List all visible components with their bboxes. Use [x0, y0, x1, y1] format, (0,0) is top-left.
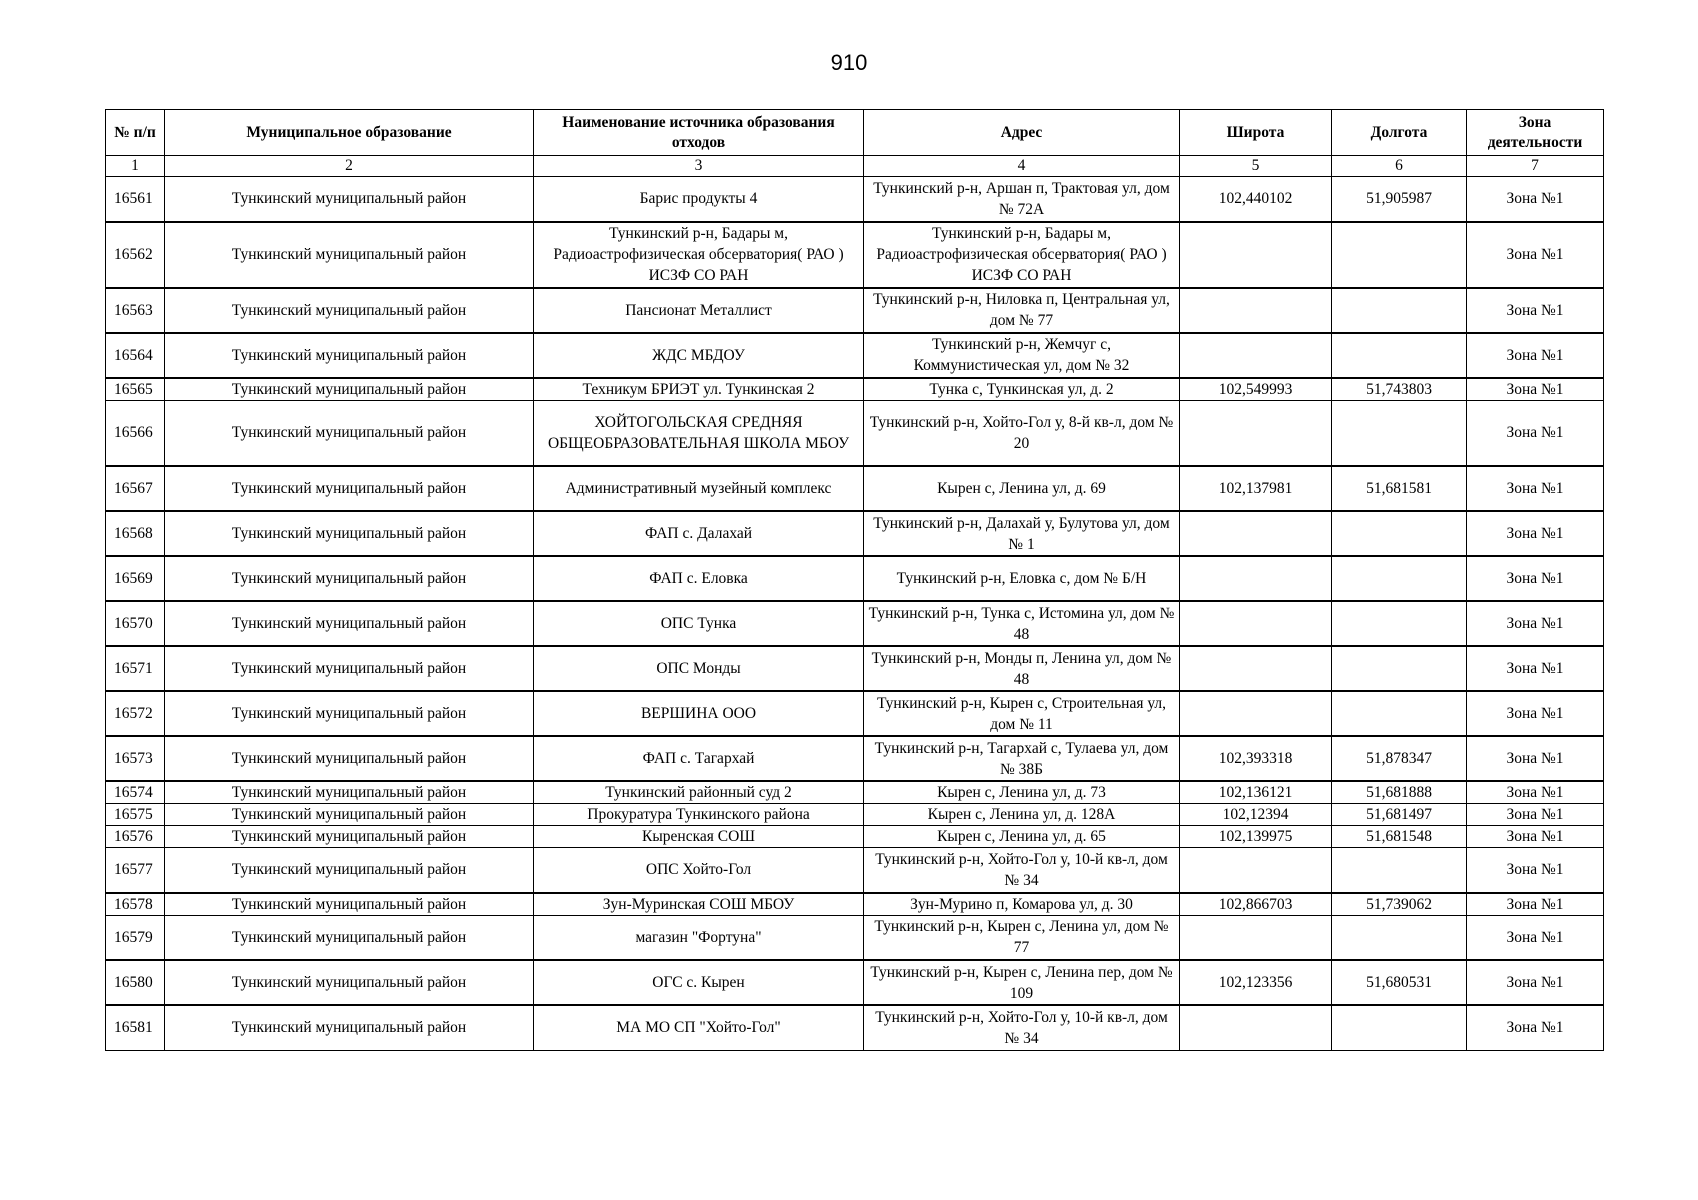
table-row	[106, 601, 1604, 646]
source-name-cell: Пансионат Металлист	[534, 288, 864, 333]
longitude-cell: 51,681497	[1332, 804, 1467, 826]
municipality-cell: Тункинский муниципальный район	[165, 556, 534, 601]
row-number-cell: 16573	[106, 736, 165, 781]
row-number-cell: 16574	[106, 781, 165, 804]
municipality-cell: Тункинский муниципальный район	[165, 646, 534, 691]
source-name-cell: Зун-Муринская СОШ МБОУ	[534, 893, 864, 916]
table-row	[106, 177, 1604, 222]
address-cell: Тункинский р-н, Еловка с, дом № Б/Н	[864, 556, 1180, 601]
source-name-cell: Административный музейный комплекс	[534, 466, 864, 511]
address-cell: Тункинский р-н, Кырен с, Ленина ул, дом № 77	[864, 915, 1180, 960]
zone-cell: Зона №1	[1467, 601, 1604, 646]
source-name-cell: магазин "Фортуна"	[534, 915, 864, 960]
longitude-cell: 51,878347	[1332, 736, 1467, 781]
latitude-cell: 102,393318	[1180, 736, 1332, 781]
longitude-cell	[1332, 848, 1467, 893]
municipality-cell: Тункинский муниципальный район	[165, 781, 534, 804]
source-name-cell: ОГС с. Кырен	[534, 960, 864, 1005]
header-cell: Зона деятельности	[1467, 110, 1604, 156]
longitude-cell	[1332, 646, 1467, 691]
address-cell: Тункинский р-н, Кырен с, Строительная ул, дом № 11	[864, 691, 1180, 736]
address-cell: Тункинский р-н, Кырен с, Ленина пер, дом № 109	[864, 960, 1180, 1005]
address-cell: Зун-Мурино п, Комарова ул, д. 30	[864, 893, 1180, 916]
latitude-cell: 102,123356	[1180, 960, 1332, 1005]
zone-cell: Зона №1	[1467, 736, 1604, 781]
longitude-cell	[1332, 1005, 1467, 1050]
latitude-cell	[1180, 691, 1332, 736]
table-row	[106, 893, 1604, 916]
source-name-cell: Барис продукты 4	[534, 177, 864, 222]
table-row	[106, 804, 1604, 826]
row-number-cell: 16567	[106, 466, 165, 511]
row-number-cell: 16562	[106, 222, 165, 288]
longitude-cell	[1332, 400, 1467, 466]
row-number-cell: 16569	[106, 556, 165, 601]
row-number-cell: 16579	[106, 915, 165, 960]
column-number: 3	[534, 156, 864, 177]
source-name-cell: ОПС Хойто-Гол	[534, 848, 864, 893]
zone-cell: Зона №1	[1467, 960, 1604, 1005]
column-number: 4	[864, 156, 1180, 177]
address-cell: Тункинский р-н, Монды п, Ленина ул, дом № 48	[864, 646, 1180, 691]
zone-cell: Зона №1	[1467, 915, 1604, 960]
address-cell: Кырен с, Ленина ул, д. 69	[864, 466, 1180, 511]
longitude-cell: 51,905987	[1332, 177, 1467, 222]
source-name-cell: МА МО СП "Хойто-Гол"	[534, 1005, 864, 1050]
municipality-cell: Тункинский муниципальный район	[165, 511, 534, 556]
municipality-cell: Тункинский муниципальный район	[165, 848, 534, 893]
table-row	[106, 511, 1604, 556]
column-number-row	[106, 156, 1604, 177]
zone-cell: Зона №1	[1467, 177, 1604, 222]
latitude-cell	[1180, 556, 1332, 601]
row-number-cell: 16575	[106, 804, 165, 826]
longitude-cell	[1332, 222, 1467, 288]
source-name-cell: ФАП с. Тагархай	[534, 736, 864, 781]
latitude-cell: 102,549993	[1180, 378, 1332, 401]
address-cell: Тунка с, Тункинская ул, д. 2	[864, 378, 1180, 401]
longitude-cell	[1332, 601, 1467, 646]
municipality-cell: Тункинский муниципальный район	[165, 915, 534, 960]
latitude-cell: 102,136121	[1180, 781, 1332, 804]
header-cell: Наименование источника образования отходов	[534, 110, 864, 156]
latitude-cell	[1180, 646, 1332, 691]
source-name-cell: ФАП с. Далахай	[534, 511, 864, 556]
latitude-cell: 102,866703	[1180, 893, 1332, 916]
row-number-cell: 16576	[106, 826, 165, 848]
zone-cell: Зона №1	[1467, 288, 1604, 333]
table-row	[106, 400, 1604, 466]
row-number-cell: 16568	[106, 511, 165, 556]
zone-cell: Зона №1	[1467, 804, 1604, 826]
latitude-cell	[1180, 848, 1332, 893]
row-number-cell: 16561	[106, 177, 165, 222]
municipality-cell: Тункинский муниципальный район	[165, 691, 534, 736]
row-number-cell: 16577	[106, 848, 165, 893]
longitude-cell: 51,681888	[1332, 781, 1467, 804]
zone-cell: Зона №1	[1467, 826, 1604, 848]
table-row	[106, 915, 1604, 960]
municipality-cell: Тункинский муниципальный район	[165, 333, 534, 378]
zone-cell: Зона №1	[1467, 848, 1604, 893]
zone-cell: Зона №1	[1467, 400, 1604, 466]
latitude-cell	[1180, 1005, 1332, 1050]
header-cell: Адрес	[864, 110, 1180, 156]
zone-cell: Зона №1	[1467, 691, 1604, 736]
column-number: 7	[1467, 156, 1604, 177]
longitude-cell: 51,680531	[1332, 960, 1467, 1005]
longitude-cell	[1332, 915, 1467, 960]
zone-cell: Зона №1	[1467, 466, 1604, 511]
source-name-cell: Тункинский районный суд 2	[534, 781, 864, 804]
row-number-cell: 16581	[106, 1005, 165, 1050]
municipality-cell: Тункинский муниципальный район	[165, 893, 534, 916]
source-name-cell: ФАП с. Еловка	[534, 556, 864, 601]
zone-cell: Зона №1	[1467, 556, 1604, 601]
row-number-cell: 16571	[106, 646, 165, 691]
municipality-cell: Тункинский муниципальный район	[165, 288, 534, 333]
page-number: 910	[830, 50, 868, 75]
latitude-cell	[1180, 400, 1332, 466]
address-cell: Тункинский р-н, Тунка с, Истомина ул, дом № 48	[864, 601, 1180, 646]
table-body	[106, 177, 1604, 1051]
column-number: 1	[106, 156, 165, 177]
latitude-cell	[1180, 222, 1332, 288]
row-number-cell: 16570	[106, 601, 165, 646]
longitude-cell	[1332, 333, 1467, 378]
table-row	[106, 691, 1604, 736]
row-number-cell: 16566	[106, 400, 165, 466]
municipality-cell: Тункинский муниципальный район	[165, 1005, 534, 1050]
longitude-cell: 51,743803	[1332, 378, 1467, 401]
municipality-cell: Тункинский муниципальный район	[165, 736, 534, 781]
address-cell: Кырен с, Ленина ул, д. 128А	[864, 804, 1180, 826]
source-name-cell: Техникум БРИЭТ ул. Тункинская 2	[534, 378, 864, 401]
zone-cell: Зона №1	[1467, 222, 1604, 288]
address-cell: Тункинский р-н, Хойто-Гол у, 8-й кв-л, дом № 20	[864, 400, 1180, 466]
longitude-cell	[1332, 511, 1467, 556]
source-name-cell: ЖДС МБДОУ	[534, 333, 864, 378]
zone-cell: Зона №1	[1467, 646, 1604, 691]
row-number-cell: 16580	[106, 960, 165, 1005]
header-cell: Муниципальное образование	[165, 110, 534, 156]
table-row	[106, 1005, 1604, 1050]
zone-cell: Зона №1	[1467, 1005, 1604, 1050]
header-cell: № п/п	[106, 110, 165, 156]
source-name-cell: ХОЙТОГОЛЬСКАЯ СРЕДНЯЯ ОБЩЕОБРАЗОВАТЕЛЬНАЯ ШКОЛА МБОУ	[534, 400, 864, 466]
municipality-cell: Тункинский муниципальный район	[165, 804, 534, 826]
header-cell: Широта	[1180, 110, 1332, 156]
municipality-cell: Тункинский муниципальный район	[165, 826, 534, 848]
municipality-cell: Тункинский муниципальный район	[165, 177, 534, 222]
municipality-cell: Тункинский муниципальный район	[165, 400, 534, 466]
table-row	[106, 781, 1604, 804]
column-number: 6	[1332, 156, 1467, 177]
zone-cell: Зона №1	[1467, 511, 1604, 556]
longitude-cell	[1332, 691, 1467, 736]
row-number-cell: 16565	[106, 378, 165, 401]
table-row	[106, 378, 1604, 401]
table-row	[106, 333, 1604, 378]
municipality-cell: Тункинский муниципальный район	[165, 601, 534, 646]
latitude-cell	[1180, 511, 1332, 556]
table-row	[106, 222, 1604, 288]
table-row	[106, 466, 1604, 511]
table-row	[106, 556, 1604, 601]
source-name-cell: Прокуратура Тункинского района	[534, 804, 864, 826]
address-cell: Тункинский р-н, Хойто-Гол у, 10-й кв-л, дом № 34	[864, 848, 1180, 893]
column-number: 2	[165, 156, 534, 177]
table-row	[106, 826, 1604, 848]
latitude-cell	[1180, 601, 1332, 646]
address-cell: Кырен с, Ленина ул, д. 65	[864, 826, 1180, 848]
row-number-cell: 16563	[106, 288, 165, 333]
longitude-cell	[1332, 556, 1467, 601]
row-number-cell: 16572	[106, 691, 165, 736]
row-number-cell: 16564	[106, 333, 165, 378]
municipality-cell: Тункинский муниципальный район	[165, 378, 534, 401]
table-row	[106, 288, 1604, 333]
header-cell: Долгота	[1332, 110, 1467, 156]
address-cell: Тункинский р-н, Ниловка п, Центральная ул, дом № 77	[864, 288, 1180, 333]
municipality-cell: Тункинский муниципальный район	[165, 960, 534, 1005]
source-name-cell: ВЕРШИНА ООО	[534, 691, 864, 736]
zone-cell: Зона №1	[1467, 378, 1604, 401]
longitude-cell: 51,681548	[1332, 826, 1467, 848]
header-row	[106, 110, 1604, 156]
zone-cell: Зона №1	[1467, 893, 1604, 916]
table-row	[106, 960, 1604, 1005]
municipality-cell: Тункинский муниципальный район	[165, 466, 534, 511]
source-name-cell: ОПС Тунка	[534, 601, 864, 646]
source-name-cell: Тункинский р-н, Бадары м, Радиоастрофизическая обсерватория( РАО ) ИСЗФ СО РАН	[534, 222, 864, 288]
address-cell: Тункинский р-н, Хойто-Гол у, 10-й кв-л, дом № 34	[864, 1005, 1180, 1050]
address-cell: Тункинский р-н, Бадары м, Радиоастрофизическая обсерватория( РАО ) ИСЗФ СО РАН	[864, 222, 1180, 288]
zone-cell: Зона №1	[1467, 781, 1604, 804]
address-cell: Тункинский р-н, Жемчуг с, Коммунистическая ул, дом № 32	[864, 333, 1180, 378]
address-cell: Тункинский р-н, Аршан п, Трактовая ул, дом № 72А	[864, 177, 1180, 222]
latitude-cell	[1180, 333, 1332, 378]
longitude-cell: 51,681581	[1332, 466, 1467, 511]
table-row	[106, 848, 1604, 893]
address-cell: Тункинский р-н, Тагархай с, Тулаева ул, дом № 38Б	[864, 736, 1180, 781]
table-row	[106, 736, 1604, 781]
latitude-cell: 102,440102	[1180, 177, 1332, 222]
address-cell: Тункинский р-н, Далахай у, Булутова ул, дом № 1	[864, 511, 1180, 556]
latitude-cell: 102,139975	[1180, 826, 1332, 848]
zone-cell: Зона №1	[1467, 333, 1604, 378]
address-cell: Кырен с, Ленина ул, д. 73	[864, 781, 1180, 804]
table-row	[106, 646, 1604, 691]
source-name-cell: Кыренская СОШ	[534, 826, 864, 848]
municipality-cell: Тункинский муниципальный район	[165, 222, 534, 288]
latitude-cell: 102,137981	[1180, 466, 1332, 511]
waste-sources-table	[105, 109, 1604, 1051]
latitude-cell	[1180, 915, 1332, 960]
longitude-cell	[1332, 288, 1467, 333]
longitude-cell: 51,739062	[1332, 893, 1467, 916]
source-name-cell: ОПС Монды	[534, 646, 864, 691]
latitude-cell: 102,12394	[1180, 804, 1332, 826]
column-number: 5	[1180, 156, 1332, 177]
latitude-cell	[1180, 288, 1332, 333]
row-number-cell: 16578	[106, 893, 165, 916]
